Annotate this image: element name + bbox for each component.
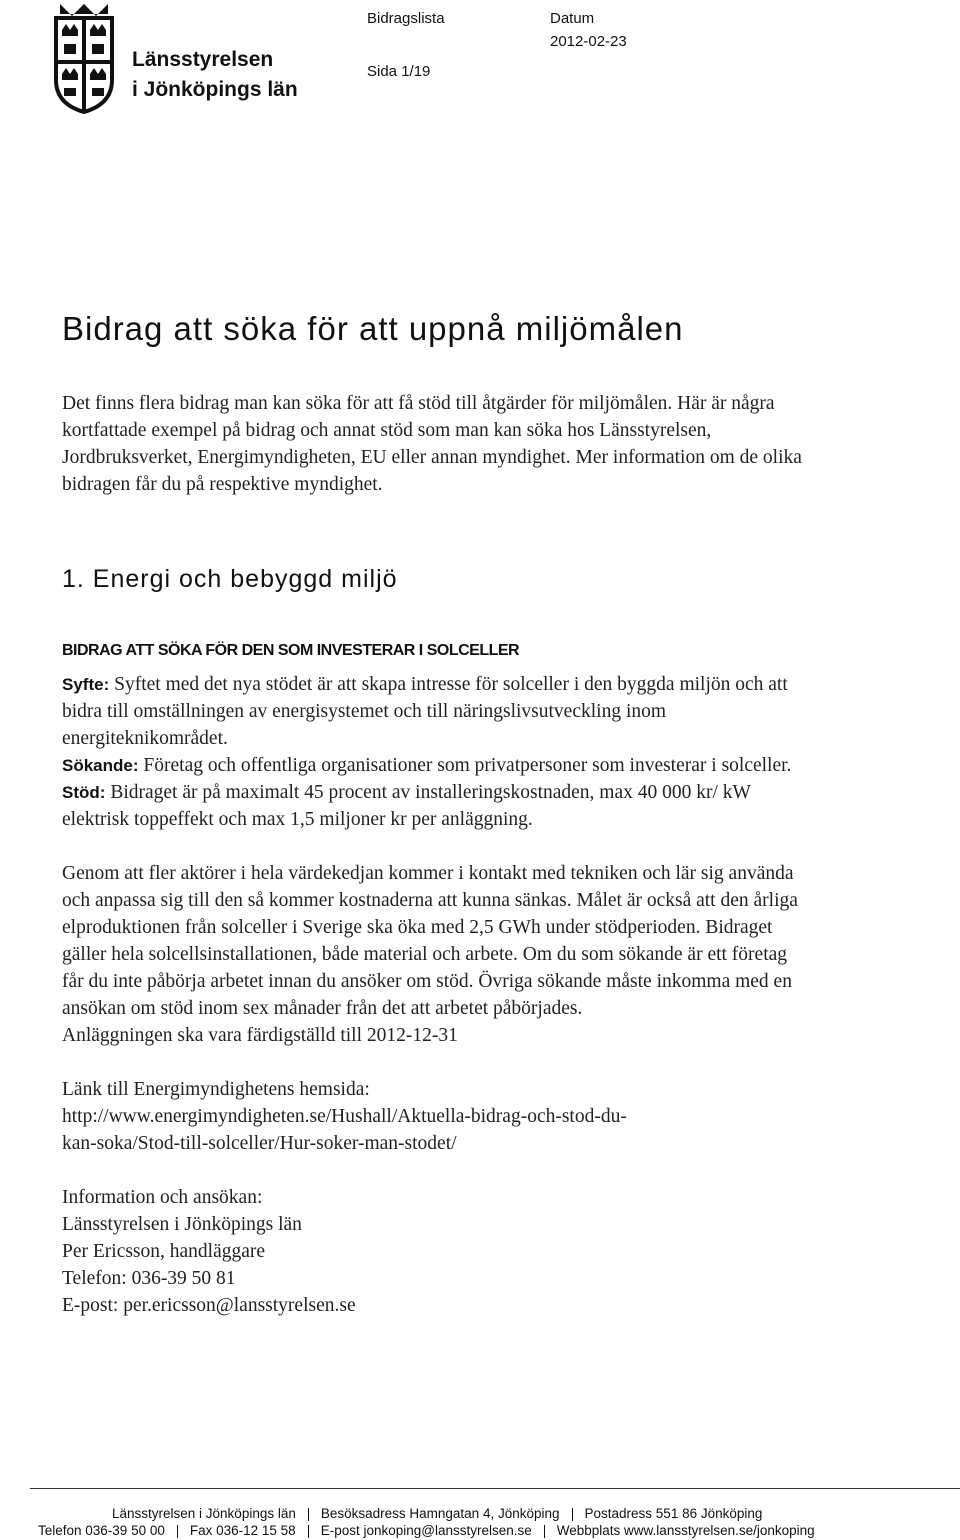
footer-separator	[308, 1508, 309, 1521]
footer-fax: Fax 036-12 15 58	[189, 1523, 296, 1538]
sokande-row	[62, 752, 807, 779]
contact-org: Länsstyrelsen i Jönköpings län	[62, 1214, 302, 1235]
syfte-row	[62, 671, 807, 752]
contact-phone: Telefon: 036-39 50 81	[62, 1268, 236, 1289]
sokande-label: Sökande:	[62, 756, 139, 775]
link-label: Länk till Energimyndighetens hemsida:	[62, 1079, 370, 1100]
lansstyrelsen-logo	[50, 0, 300, 118]
deadline-text: Anläggningen ska vara färdigställd till 2012-12-31	[62, 1025, 458, 1046]
contact-person: Per Ericsson, handläggare	[62, 1241, 266, 1262]
footer-org: Länsstyrelsen i Jönköpings län	[112, 1506, 296, 1521]
doc-type-label: Bidragslista	[367, 10, 445, 27]
stod-label: Stöd:	[62, 783, 106, 802]
footer-separator	[572, 1508, 573, 1521]
footer-line1	[112, 1506, 762, 1521]
footer-separator	[544, 1525, 545, 1538]
footer-divider	[30, 1488, 960, 1489]
stod-row	[62, 779, 807, 833]
grant-subheading: BIDRAG ATT SÖKA FÖR DEN SOM INVESTERAR I SOLCELLER	[62, 642, 520, 659]
footer-phone: Telefon 036-39 50 00	[38, 1523, 165, 1538]
syfte-text: Syftet med det nya stödet är att skapa intresse för solceller i den byggda miljön och att bidra till omställningen av energisystemet och till näringslivsutveckling inom energiteknikområdet.	[62, 674, 788, 749]
footer-website[interactable]: Webbplats www.lansstyrelsen.se/jonkoping	[556, 1523, 815, 1538]
stod-text: Bidraget är på maximalt 45 procent av installeringskostnaden, max 40 000 kr/ kW elektrisk toppeffekt och max 1,5 miljoner kr per anläggning.	[62, 782, 751, 830]
footer-visit-address: Besöksadress Hamngatan 4, Jönköping	[320, 1506, 560, 1521]
sokande-text: Företag och offentliga organisationer som privatpersoner som investerar i solceller.	[143, 755, 792, 776]
logo-org-line2: i Jönköpings län	[132, 78, 298, 101]
date-label: Datum	[550, 10, 595, 27]
footer-line2	[38, 1523, 815, 1538]
contact-email[interactable]: E-post: per.ericsson@lansstyrelsen.se	[62, 1295, 356, 1316]
footer-separator	[308, 1525, 309, 1538]
grant-details	[62, 671, 807, 1319]
logo-org-line1: Länsstyrelsen	[132, 48, 274, 71]
page-number: Sida 1/19	[367, 63, 431, 80]
intro-text: Det finns flera bidrag man kan söka för att få stöd till åtgärder för miljömålen. Här är några kortfattade exempel på bidrag och annat stöd som man kan söka hos Länsstyrelsen, Jordbruksverket, Energimyndigheten, EU eller annan myndighet. Mer information om de olika bidragen får du på respektive myndighet.	[62, 393, 802, 495]
footer-postal-address: Postadress 551 86 Jönköping	[584, 1506, 763, 1521]
grant-paragraph: Genom att fler aktörer i hela värdekedjan kommer i kontakt med tekniken och lär sig använda och anpassa sig till den så kommer kostnaderna att kunna sänkas. Målet är också att den årliga elproduktionen från solceller i Sverige ska öka med 2,5 GWh under stödperioden. Bidraget gäller hela solcellsinstallationen, både material och arbete. Om du som sökande är ett företag får du inte påbörja arbetet innan du ansöker om stöd. Övriga sökande måste inkomma med en ansökan om stöd inom sex månader från det att arbetet påbörjades.	[62, 863, 798, 1019]
intro-paragraph	[62, 390, 807, 498]
contact-label: Information och ansökan:	[62, 1187, 263, 1208]
section-heading: 1. Energi och bebyggd miljö	[62, 565, 398, 593]
footer-separator	[177, 1525, 178, 1538]
link-url-line2[interactable]: kan-soka/Stod-till-solceller/Hur-soker-man-stodet/	[62, 1133, 457, 1154]
page-title: Bidrag att söka för att uppnå miljömålen	[62, 310, 684, 347]
footer-email[interactable]: E-post jonkoping@lansstyrelsen.se	[320, 1523, 532, 1538]
syfte-label: Syfte:	[62, 675, 110, 694]
coat-of-arms-icon	[56, 4, 112, 112]
link-url-line1[interactable]: http://www.energimyndigheten.se/Hushall/Aktuella-bidrag-och-stod-du-	[62, 1106, 627, 1127]
date-value: 2012-02-23	[550, 33, 627, 50]
